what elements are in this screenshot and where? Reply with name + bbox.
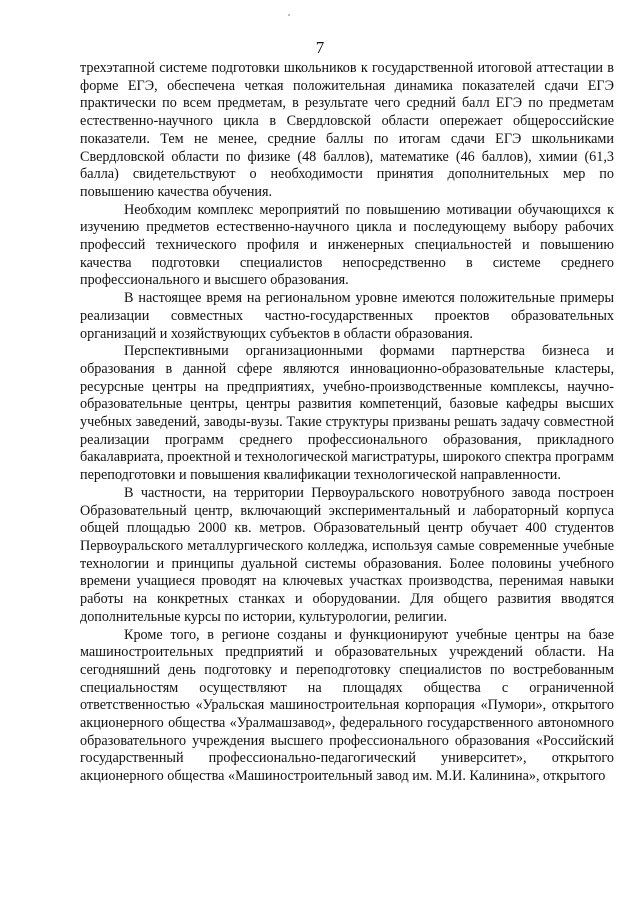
page-number: 7 [315, 38, 325, 57]
paragraph-continued: трехэтапной системе подготовки школьников к государственной итоговой аттестации в форме ЕГЭ, обеспечена четкая положительная динамика показателей сдачи ЕГЭ практически по всем предметам, в результате чего средний балл ЕГЭ по предметам естественно-научного цикла в Свердловской области опережает общероссийские показатели. Тем не менее, средние баллы по итогам сдачи ЕГЭ школьниками Свердловской области по физике (48 баллов), математике (46 баллов), химии (61,3 балла) свидетельствуют о необходимости принятия дополнительных мер по повышению качества обучения. [80, 60, 614, 200]
scan-speck [288, 14, 290, 16]
document-body [80, 60, 614, 786]
paragraph-training-centers: Кроме того, в регионе созданы и функционируют учебные центры на базе машиностроительных предприятий и образовательных учреждений области. На сегодняшний день подготовку и переподготовку специалистов по востребованным специальностям осуществляют на площадях общества с ограниченной ответственностью «Уральская машиностроительная корпорация «Пумори», открытого акционерного общества «Уралмашзавод», федерального государственного автономного образовательного учреждения высшего профессионального образования «Российский государственный профессионально-педагогический университет», открытого акционерного общества «Машиностроительный завод им. М.И. Калинина», открытого [80, 626, 614, 785]
paragraph-regional-examples: В настоящее время на региональном уровне имеются положительные примеры реализации совместных частно-государственных проектов образовательных организаций и хозяйствующих субъектов в области образования. [80, 290, 614, 342]
paragraph-partnership-forms: Перспективными организационными формами партнерства бизнеса и образования в данной сфере являются инновационно-образовательные кластеры, ресурсные центры на предприятиях, учебно-производственные комплексы, научно-образовательные центры, центры развития компетенций, базовые кафедры высших учебных заведений, заводы-вузы. Такие структуры призваны решать задачу совместной реализации программ среднего профессионального образования, прикладного бакалавриата, проектной и технологической магистратуры, широкого спектра программ переподготовки и повышения квалификации технологической направленности. [80, 343, 614, 484]
paragraph-motivation: Необходим комплекс мероприятий по повышению мотивации обучающихся к изучению предметов естественно-научного цикла и последующему выбору рабочих профессий технического профиля и инженерных специальностей и повышению качества подготовки специалистов непосредственно в системе среднего профессионального и высшего образования. [80, 201, 614, 289]
paragraph-pervouralsk-center: В частности, на территории Первоуральского новотрубного завода построен Образовательный центр, включающий экспериментальный и лабораторный корпуса общей площадью 2000 кв. метров. Образовательный центр обучает 400 студентов Первоуральского металлургического колледжа, используя самые современные учебные технологии и принципы дуальной системы образования. Более половины учебного времени учащиеся проводят на ключевых участках производства, перенимая навыки работы на конкретных станках и оборудовании. Для общего развития вводятся дополнительные курсы по истории, культурологии, религии. [80, 484, 614, 625]
